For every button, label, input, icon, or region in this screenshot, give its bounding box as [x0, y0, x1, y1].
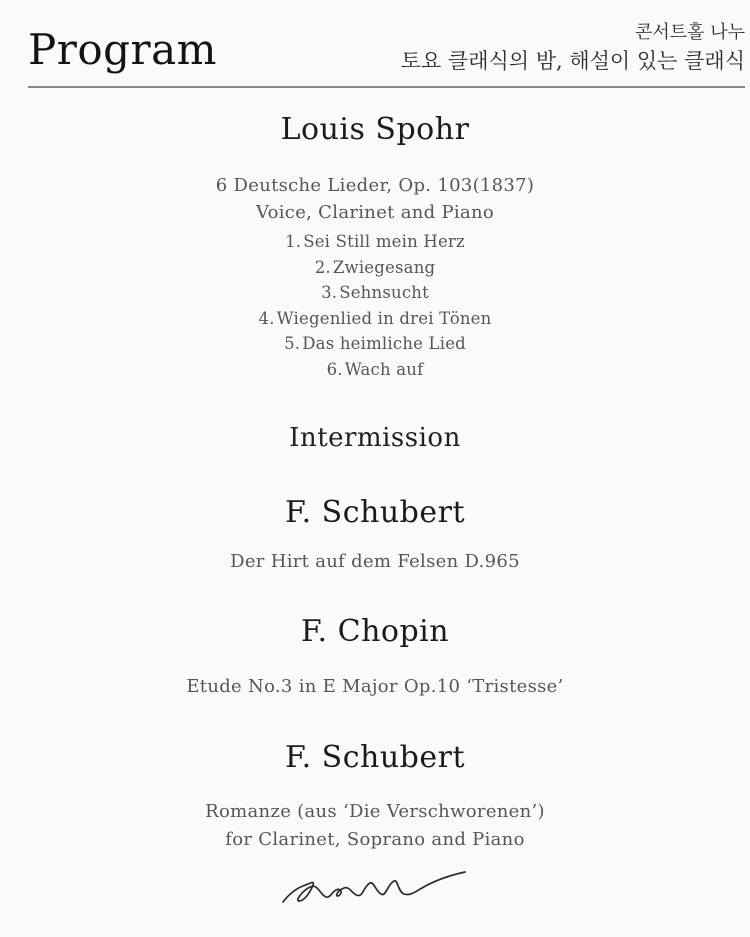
organization-block [401, 19, 745, 76]
movement-number: 6. [326, 359, 343, 379]
schubert-second-work-title: Romanze (aus ‘Die Verschworenen’) [205, 801, 545, 822]
movement-title: Das heimliche Lied [302, 334, 466, 354]
event-subtitle: 토요 클래식의 밤, 해설이 있는 클래식 [400, 49, 745, 73]
spohr-work-title: 6 Deutsche Lieder, Op. 103(1837) [215, 175, 535, 196]
movement-item [0, 255, 750, 281]
composer-chopin: F. Chopin [300, 614, 450, 649]
composer-spohr: Louis Spohr [280, 112, 470, 147]
schubert-second-instrumentation: for Clarinet, Soprano and Piano [225, 829, 525, 850]
page-title: Program [28, 25, 217, 74]
movement-title: Zwiegesang [332, 257, 436, 277]
movement-item [0, 357, 750, 383]
header-divider [28, 86, 745, 88]
movement-item [0, 306, 750, 332]
signature-flourish-icon [277, 864, 473, 914]
movement-item [0, 229, 750, 255]
movement-title: Wiegenlied in drei Tönen [276, 308, 492, 328]
movement-number: 5. [284, 334, 301, 354]
movement-title: Sehnsucht [339, 283, 429, 303]
movement-number: 4. [258, 308, 275, 328]
composer-schubert-second: F. Schubert [284, 740, 466, 775]
chopin-work-title: Etude No.3 in E Major Op.10 ‘Tristesse’ [186, 676, 564, 697]
movement-title: Sei Still mein Herz [303, 232, 465, 251]
movement-number: 2. [314, 257, 331, 277]
movement-number: 3. [321, 283, 338, 303]
composer-schubert-first: F. Schubert [284, 495, 466, 530]
movement-item [0, 280, 750, 306]
movement-number: 1. [285, 232, 302, 251]
organization-name: 콘서트홀 나누 [634, 22, 745, 43]
spohr-movement-list [0, 229, 750, 383]
movement-item [0, 331, 750, 357]
movement-title: Wach auf [344, 359, 424, 379]
schubert-first-work-title: Der Hirt auf dem Felsen D.965 [230, 551, 520, 572]
intermission-label: Intermission [289, 423, 461, 453]
spohr-instrumentation: Voice, Clarinet and Piano [255, 202, 495, 223]
